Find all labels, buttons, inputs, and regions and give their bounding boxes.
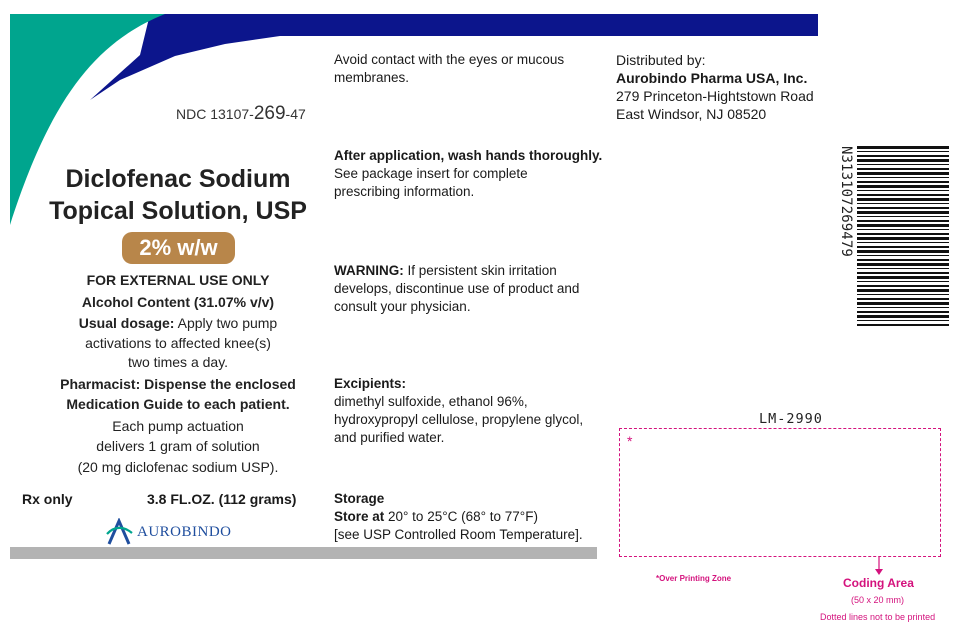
product-name-line-2: Topical Solution, USP [49,197,307,225]
storage-section [334,490,583,544]
ndc-package-code: -47 [285,106,306,122]
distributor-address-1: 279 Princeton-Hightstown Road [616,88,814,104]
warning-section [334,262,579,316]
after-application-section [334,147,602,201]
warning-line-1 [334,262,579,280]
bottom-gray-bar [10,547,597,559]
storage-temperature: 20° to 25°C (68° to 77°F) [384,509,538,524]
storage-bold: Store at [334,509,385,524]
coding-area-asterisk: * [627,433,633,449]
external-use-note: FOR EXTERNAL USE ONLY [86,272,270,288]
distributor-block [616,51,814,123]
aurobindo-logo [106,518,232,546]
pharmacist-note-line-2: Medication Guide to each patient. [66,396,290,412]
pump-line-3: (20 mg diclofenac sodium USP). [77,458,279,475]
coding-area-size: (50 x 20 mm) [851,595,905,605]
avoid-line-1: Avoid contact with the eyes or mucous [334,52,565,67]
pump-line-1: Each pump actuation [112,417,244,434]
avoid-contact-section [334,51,564,87]
coding-area-note: Dotted lines not to be printed [820,612,936,622]
alcohol-content: Alcohol Content (31.07% v/v) [81,293,275,310]
rx-only: Rx only [22,491,73,507]
ndc-number [176,103,306,125]
ndc-product-code: 269 [253,103,286,124]
distributor-name: Aurobindo Pharma USA, Inc. [616,70,808,86]
storage-label: Storage [334,491,385,506]
usual-dosage-label: Usual dosage: [78,315,175,331]
usual-dosage-line-1 [18,315,338,333]
pharmacist-note-line-1: Pharmacist: Dispense the enclosed [60,375,296,392]
excipients-line-3: and purified water. [334,430,445,445]
excipients-line-1: dimethyl sulfoxide, ethanol 96%, [334,394,528,409]
usual-dosage-text: Apply two pump [174,315,278,331]
aurobindo-logo-icon [106,518,134,546]
aurobindo-logo-text: AUROBINDO [137,523,232,540]
excipients-section [334,375,583,447]
package-volume: 3.8 FL.OZ. (112 grams) [147,491,297,507]
warning-text: If persistent skin irritation [403,263,557,278]
usual-dosage-line-2: activations to affected knee(s) [85,334,271,351]
coding-area-arrow-icon [873,557,885,577]
product-details [18,272,338,476]
after-application-line-2: See package insert for complete [334,166,528,181]
warning-label: WARNING: [334,263,404,278]
pump-line-2: delivers 1 gram of solution [96,438,260,454]
strength-badge: 2% w/w [122,232,235,264]
product-name [30,163,326,227]
excipients-line-2: hydroxypropyl cellulose, propylene glycol, [334,412,584,427]
usual-dosage-line-3: two times a day. [127,354,229,370]
coding-area-title: Coding Area [843,576,914,590]
avoid-line-2: membranes. [334,70,410,85]
coding-area-box [619,428,941,557]
barcode [835,146,950,329]
warning-line-3: consult your physician. [334,299,471,314]
storage-line-1 [334,508,583,526]
after-application-heading: After application, wash hands thoroughly. [334,148,603,163]
barcode-digits: N313107269479 [838,146,854,257]
distributor-label: Distributed by: [616,52,706,68]
product-name-line-1: Diclofenac Sodium [65,165,291,193]
storage-line-2: [see USP Controlled Room Temperature]. [334,527,583,542]
ndc-prefix: NDC 13107- [176,106,254,122]
lm-code: LM-2990 [759,411,823,427]
over-printing-zone-label: *Over Printing Zone [656,574,732,583]
barcode-bars [857,146,949,328]
distributor-address-2: East Windsor, NJ 08520 [616,106,767,122]
excipients-label: Excipients: [334,376,407,391]
warning-line-2: develops, discontinue use of product and [334,281,580,296]
after-application-line-3: prescribing information. [334,184,475,199]
